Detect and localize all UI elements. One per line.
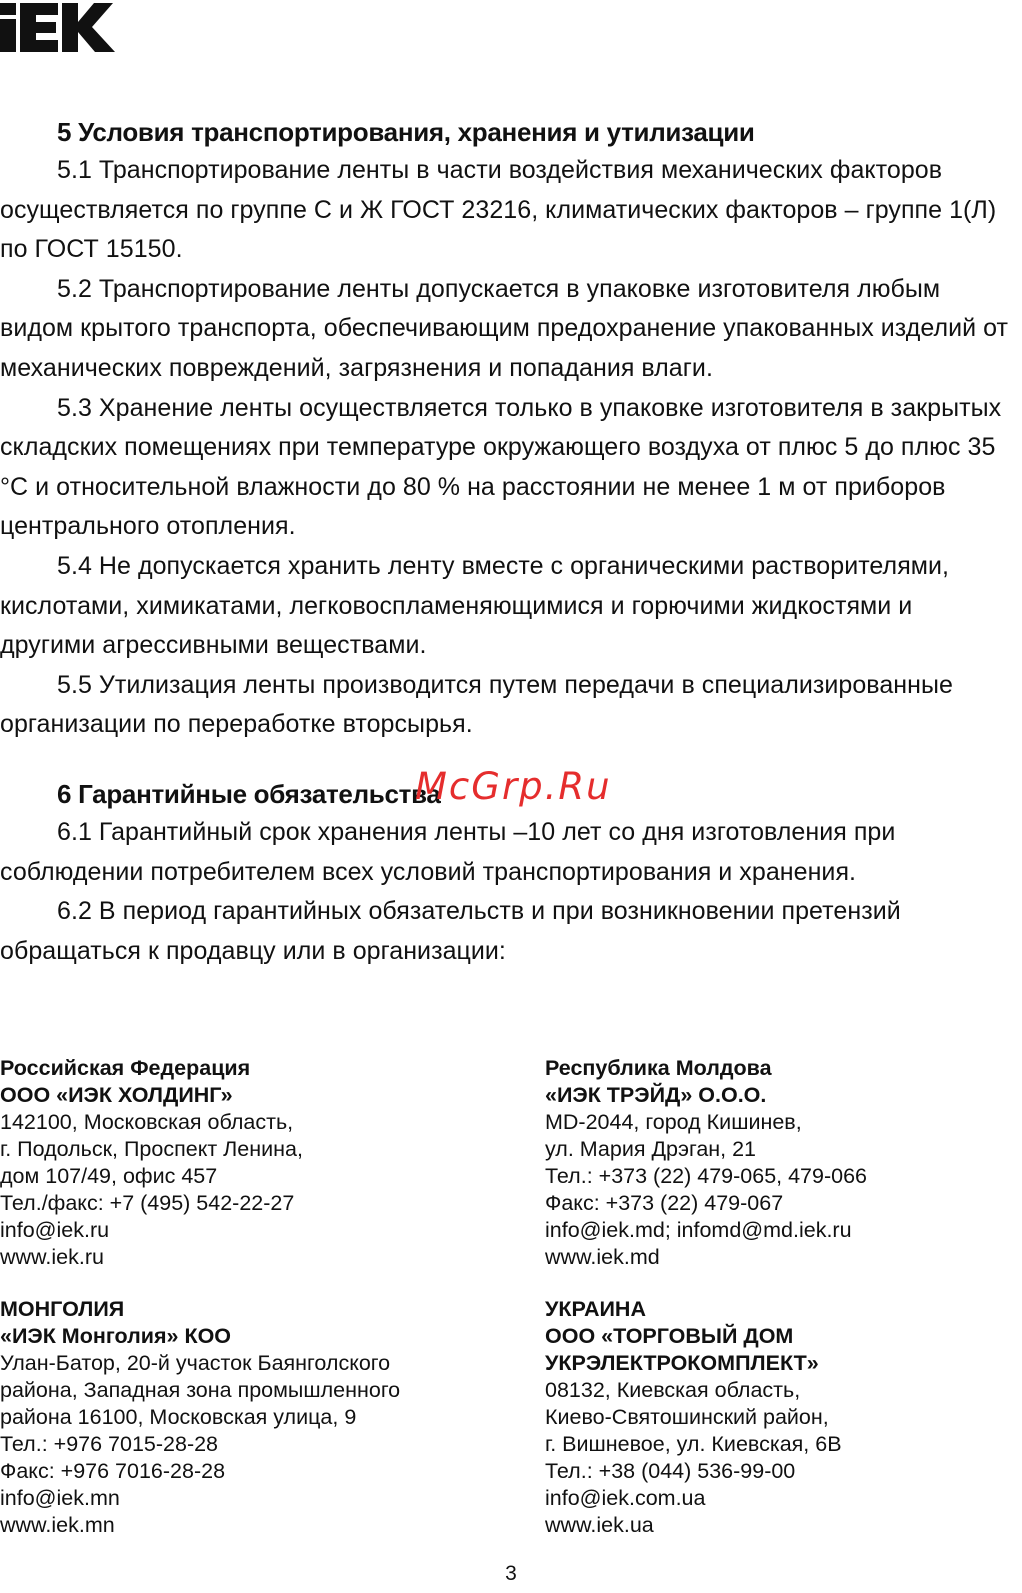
contact-email-link[interactable]: info@iek.md; infomd@md.iek.ru [545,1218,852,1242]
contact-email-link[interactable]: info@iek.ru [0,1218,110,1242]
contact-line: 142100, Московская область, [0,1110,294,1134]
contact-website-link[interactable]: www.iek.ua [545,1513,654,1537]
contact-line: г. Вишневое, ул. Киевская, 6В [545,1432,842,1456]
contact-country: Республика Молдова [545,1056,772,1080]
contact-email-link[interactable]: info@iek.com.ua [545,1486,706,1510]
section-6-heading: 6 Гарантийные обязательства [57,778,441,809]
paragraph-5-5: 5.5 Утилизация ленты производится путем передачи в специализированные организации по переработке вторсырья. [0,670,953,739]
contact-phone: Тел.: +976 7015-28-28 [0,1432,219,1456]
contact-ukraine [545,1296,1015,1539]
contact-moldova [545,1055,1015,1271]
contact-phone: Тел.: +38 (044) 536-99-00 [545,1459,796,1483]
contact-line: дом 107/49, офис 457 [0,1164,218,1188]
contact-line: района, Западная зона промышленного [0,1378,401,1402]
section-5-heading: 5 Условия транспортирования, хранения и утилизации [57,117,755,147]
contact-line: 08132, Киевская область, [545,1378,801,1402]
contact-russia [0,1055,520,1271]
contact-phone: Тел.: +373 (22) 479-065, 479-066 [545,1164,867,1188]
paragraph-5-4: 5.4 Не допускается хранить ленту вместе с органическими растворителями, кислотами, химикатами, легковоспламеняющимися и горючими жидкостями и другими агрессивными веществами. [0,551,950,660]
page-number: 3 [505,1562,517,1585]
contact-country: УКРАИНА [545,1297,646,1321]
paragraph-5-3: 5.3 Хранение ленты осуществляется только в упаковке изготовителя в закрытых складских помещениях при температуре окружающего воздуха от плюс 5 до плюс 35 °С и относительной влажности до 80 % на расстоянии не менее 1 м от приборов центрального отопления. [0,393,1002,541]
contact-mongolia [0,1296,520,1539]
contact-country: МОНГОЛИЯ [0,1297,125,1321]
contact-fax: Факс: +373 (22) 479-067 [545,1191,784,1215]
contact-website-link[interactable]: www.iek.mn [0,1513,115,1537]
contact-company: ООО «ИЭК ХОЛДИНГ» [0,1083,233,1107]
document-body [0,113,1014,971]
contact-email-link[interactable]: info@iek.mn [0,1486,120,1510]
iek-logo [0,0,115,55]
contact-website-link[interactable]: www.iek.ru [0,1245,104,1269]
contact-company: УКРЭЛЕКТРОКОМПЛЕКТ» [545,1351,819,1375]
contact-line: Улан-Батор, 20-й участок Баянголского [0,1351,391,1375]
paragraph-5-1: 5.1 Транспортирование ленты в части воздействия механических факторов осуществляется по группе С и Ж ГОСТ 23216, климатических факторов – группе 1(Л) по ГОСТ 15150. [0,156,997,264]
contact-country: Российская Федерация [0,1056,251,1080]
contact-line: MD-2044, город Кишинев, [545,1110,802,1134]
contact-line: ул. Мария Дрэган, 21 [545,1137,757,1161]
contact-company: ООО «ТОРГОВЫЙ ДОМ [545,1324,794,1348]
paragraph-5-2: 5.2 Транспортирование ленты допускается в упаковке изготовителя любым видом крытого транспорта, обеспечивающим предохранение упакованных изделий от механических повреждений, загрязнения и попадания влаги. [0,274,1009,382]
contact-company: «ИЭК ТРЭЙД» О.О.О. [545,1083,767,1107]
contact-phone: Тел./факс: +7 (495) 542-22-27 [0,1191,295,1215]
contact-fax: Факс: +976 7016-28-28 [0,1459,226,1483]
contact-line: г. Подольск, Проспект Ленина, [0,1137,303,1161]
contact-line: района 16100, Московская улица, 9 [0,1405,357,1429]
paragraph-6-1: 6.1 Гарантийный срок хранения ленты –10 лет со дня изготовления при соблюдении потребителем всех условий транспортирования и хранения. [0,817,896,886]
contact-company: «ИЭК Монголия» КОО [0,1324,232,1348]
contact-line: Киево-Святошинский район, [545,1405,829,1429]
watermark: McGrp.Ru [415,765,612,808]
paragraph-6-2: 6.2 В период гарантийных обязательств и при возникновении претензий обращаться к продавцу или в организации: [0,897,901,965]
contact-website-link[interactable]: www.iek.md [545,1245,660,1269]
